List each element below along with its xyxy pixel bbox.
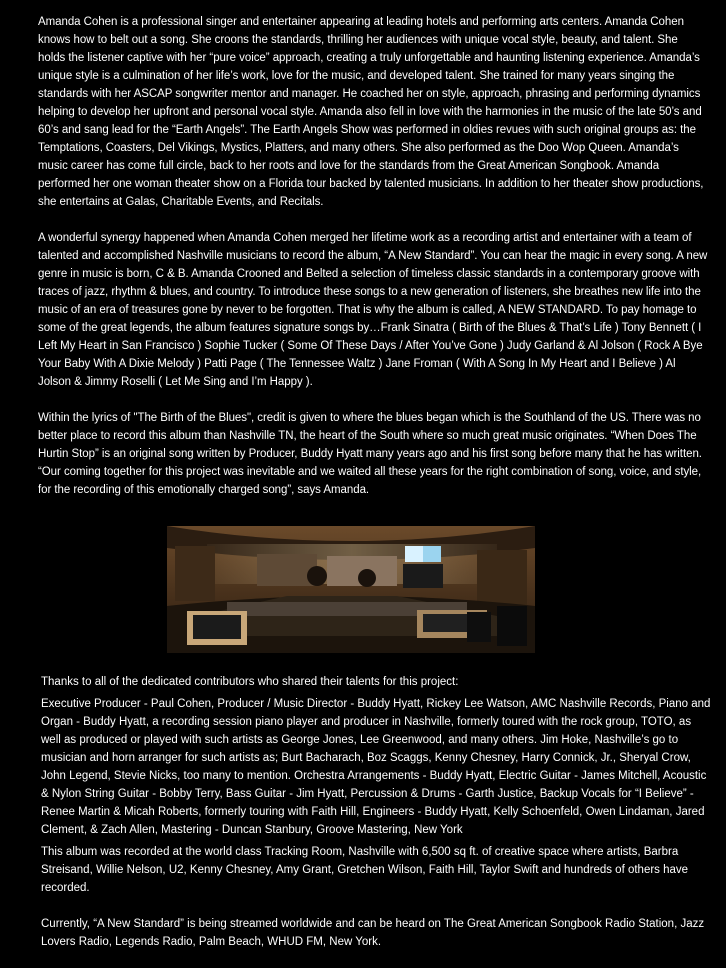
credits-contributors: Executive Producer - Paul Cohen, Producer / Music Director - Buddy Hyatt, Rickey Lee Watson, AMC Nashville Records, Piano and Organ - Buddy Hyatt, a recording session piano player and producer in Nashville, formerly toured with the rock group, TOTO, as well as produced or played with such artists as George Jones, Lee Greenwood, and many others. Jim Hoke, Nashville’s go to musician and horn arranger for such artists as; Burt Bacharach, Boz Scaggs, Kenny Chesney, Harry Connick, Jr., Sheryal Crow, John Legend, Stevie Nicks, too many to mention. Orchestra Arrangements - Buddy Hyatt, Electric Guitar - James Mitchell, Acoustic & Nylon String Guitar - Bobby Terry, Bass Guitar - Jim Hyatt, Percussion & Drums - Garth Justice, Backup Vocals for “I Believe” - Renee Martin & Micah Roberts, formerly touring with Faith Hill, Engineers - Buddy Hyatt, Kelly Schoenfeld, Owen Lindaman, Jared Clement, & Zach Allen, Mastering - Duncan Stanbury, Groove Mastering, New York (41, 698, 711, 836)
studio-photo-illustration (167, 526, 535, 653)
bio-section (38, 13, 708, 517)
credits-streaming: Currently, “A New Standard” is being streamed worldwide and can be heard on The Great American Songbook Radio Station, Jazz Lovers Radio, Legends Radio, Palm Beach, WHUD FM, New York. (41, 918, 705, 948)
studio-photo (167, 526, 535, 653)
bio-paragraph-intro: Amanda Cohen is a professional singer and entertainer appearing at leading hotels and performing arts centers. Amanda Cohen knows how to belt out a song. She croons the standards, thrilling her audiences with unique vocal style, beauty, and talent. She holds the listener captive with her “pure voice” approach, creating a truly unforgettable and haunting listening experience. Amanda’s unique style is a culmination of her life’s work, love for the music, and developed talent. She trained for many years singing the standards with her ASCAP songwriter mentor and manager. He coached her on style, approach, phrasing and performing dynamics helping to develop her upfront and personal vocal style. Amanda also fell in love with the harmonies in the music of the late 50’s and 60’s and sang lead for the “Earth Angels”. The Earth Angels Show was performed in oldies revues with such original groups as: the Temptations, Coasters, Del Vikings, Mystics, Platters, and many others. She also performed as the Doo Wop Queen. Amanda’s music career has come full circle, back to her roots and love for the standards from the Great American Songbook. Amanda performed her one woman theater show on a Florida tour backed by talented musicians. In addition to her theater show productions, she entertains at Galas, Charitable Events, and Recitals. (38, 16, 704, 208)
credits-section (41, 673, 711, 951)
credits-studio: This album was recorded at the world class Tracking Room, Nashville with 6,500 sq ft. of creative space where artists, Barbra Streisand, Willie Nelson, U2, Kenny Chesney, Amy Grant, Gretchen Wilson, Faith Hill, Taylor Swift and hundreds of others have recorded. (41, 846, 689, 894)
bio-paragraph-blues: Within the lyrics of "The Birth of the Blues", credit is given to where the blues began which is the Southland of the US. There was no better place to record this album than Nashville TN, the heart of the South where so much great music originates. “When Does The Hurtin Stop” is an original song written by Producer, Buddy Hyatt many years ago and his first song before many that he has written. “Our coming together for this project was inevitable and we waited all these years for the right combination of song, voice, and style, for the recording of this emotionally charged song”, says Amanda. (38, 412, 702, 496)
bio-paragraph-album: A wonderful synergy happened when Amanda Cohen merged her lifetime work as a recording artist and entertainer with a team of talented and accomplished Nashville musicians to record the album, “A New Standard”. You can hear the magic in every song. A new genre in music is born, C & B. Amanda Crooned and Belted a selection of timeless classic standards in a contemporary groove with traces of jazz, rhythm & blues, and country. To introduce these songs to a new generation of listeners, she breathes new life into the music of an era of treasures gone by never to be forgotten. That is why the album is called, A NEW STANDARD. To pay homage to some of the great legends, the album features signature songs by…Frank Sinatra ( Birth of the Blues & That’s Life ) Tony Bennett ( I Left My Heart in San Francisco ) Sophie Tucker ( Some Of These Days / After You’ve Gone ) Judy Garland & Al Jolson ( Rock A Bye Your Baby With A Dixie Melody ) Patti Page ( The Tennessee Waltz ) Jane Froman ( With A Song In My Heart and I Believe ) Al Jolson & Jimmy Roselli ( Let Me Sing and I’m Happy ). (38, 232, 708, 388)
credits-thanks: Thanks to all of the dedicated contributors who shared their talents for this project: (41, 676, 459, 688)
